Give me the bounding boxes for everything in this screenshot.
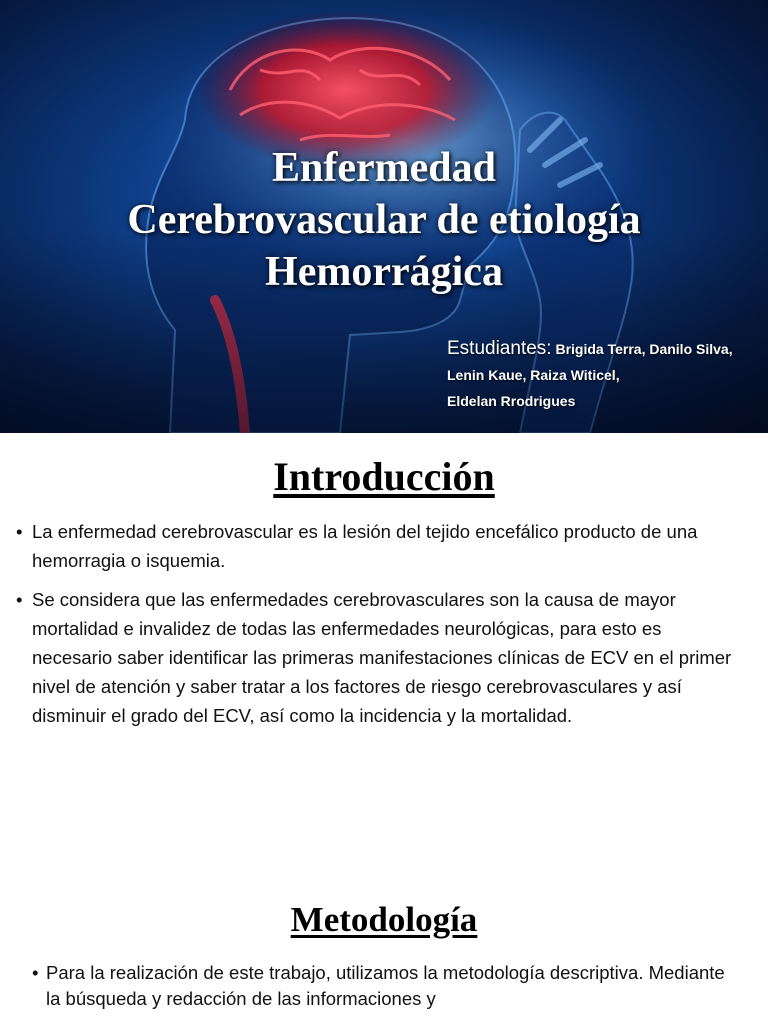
- methodology-heading: Metodología: [290, 900, 478, 939]
- students-line-2: Lenin Kaue, Raiza Witicel,: [447, 367, 620, 383]
- methodology-bullet-list: [0, 960, 768, 1012]
- list-item: [0, 585, 768, 730]
- intro-bullet-text: Se considera que las enfermedades cerebrovasculares son la causa de mayor mortalidad e invalidez de todas las enfermedades neurológicas, para esto es necesario saber identificar las primeras manifestaciones clínicas de ECV en el primer nivel de atención y saber tratar a los factores de riesgo cerebrovasculares y así disminuir el grado del ECV, así como la incidencia y la mortalidad.: [32, 589, 732, 726]
- students-line-3: Eldelan Rrodrigues: [447, 393, 576, 409]
- intro-slide: [0, 433, 768, 858]
- intro-bullet-list: [0, 517, 768, 730]
- title-line-2: Cerebrovascular de etiología: [127, 197, 641, 243]
- intro-heading: Introducción: [273, 454, 495, 499]
- title-line-1: Enfermedad: [272, 145, 496, 191]
- bullet-icon: •: [32, 962, 39, 983]
- title-slide: [0, 0, 768, 433]
- list-item: [0, 517, 768, 575]
- students-line-1: Brigida Terra, Danilo Silva,: [555, 341, 733, 357]
- bullet-icon: •: [16, 521, 23, 542]
- students-label: Estudiantes:: [447, 338, 552, 359]
- methodology-slide: [0, 858, 768, 1024]
- methodology-bullet-text: Para la realización de este trabajo, utilizamos la metodología descriptiva. Mediante la búsqueda y redacción de las informaciones y: [46, 962, 725, 1009]
- presentation-title: [0, 142, 768, 298]
- intro-bullet-text: La enfermedad cerebrovascular es la lesión del tejido encefálico producto de una hemorragia o isquemia.: [32, 521, 698, 571]
- bullet-icon: •: [16, 589, 23, 610]
- students-credit: [447, 336, 733, 414]
- title-line-3: Hemorrágica: [265, 249, 503, 295]
- list-item: [0, 960, 768, 1012]
